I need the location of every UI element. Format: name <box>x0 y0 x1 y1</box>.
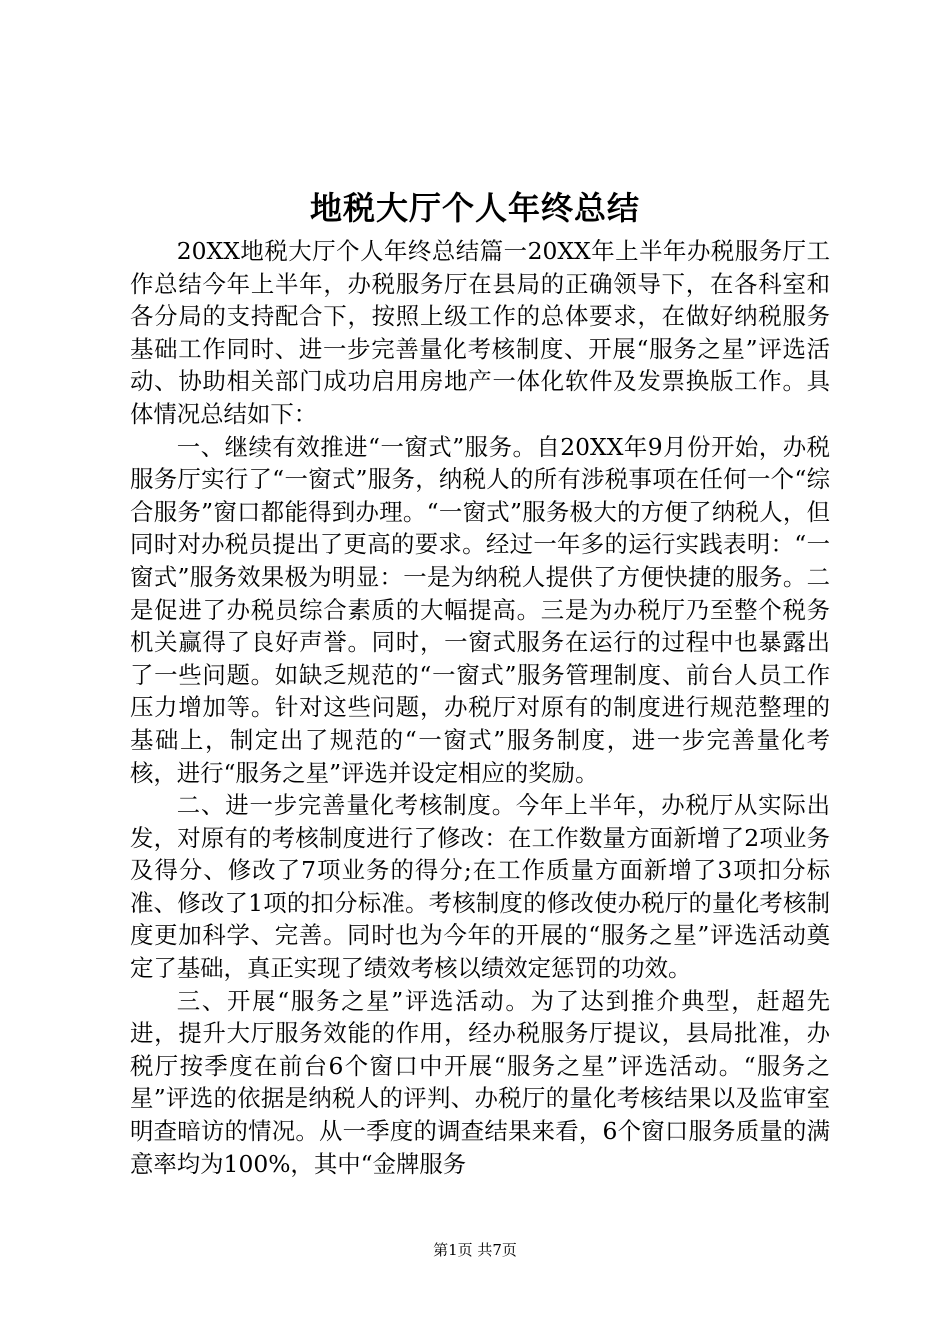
paragraph-section-2: 二、进一步完善量化考核制度。今年上半年，办税厅从实际出发，对原有的考核制度进行了修改：在工作数量方面新增了2项业务及得分、修改了7项业务的得分;在工作质量方面新增了3项扣分标准、修改了1项的扣分标准。考核制度的修改使办税厅的量化考核制度更加科学、完善。同时也为今年的开展的“服务之星”评选活动奠定了基础，真正实现了绩效考核以绩效定惩罚的功效。 <box>130 791 830 983</box>
document-body <box>130 235 830 1180</box>
document-title: 地税大厅个人年终总结 <box>309 189 640 227</box>
paragraph-intro: 20XX地税大厅个人年终总结篇一20XX年上半年办税服务厅工作总结今年上半年，办税服务厅在县局的正确领导下，在各科室和各分局的支持配合下，按照上级工作的总体要求，在做好纳税服务基础工作同时、进一步完善量化考核制度、开展“服务之星”评选活动、协助相关部门成功启用房地产一体化软件及发票换版工作。具体情况总结如下： <box>130 237 830 428</box>
page-number-footer: 第1页 共7页 <box>433 1241 517 1259</box>
paragraph-section-3: 三、开展“服务之星”评选活动。为了达到推介典型，赶超先进，提升大厅服务效能的作用，经办税服务厅提议，县局批准，办税厅按季度在前台6个窗口中开展“服务之星”评选活动。“服务之星”评选的依据是纳税人的评判、办税厅的量化考核结果以及监审室明查暗访的情况。从一季度的调查结果来看，6个窗口服务质量的满意率均为100%，其中“金牌服务 <box>130 986 830 1178</box>
paragraph-section-1: 一、继续有效推进“一窗式”服务。自20XX年9月份开始，办税服务厅实行了“一窗式”服务，纳税人的所有涉税事项在任何一个“综合服务”窗口都能得到办理。“一窗式”服务极大的方便了纳税人，但同时对办税员提出了更高的要求。经过一年多的运行实践表明：“一窗式”服务效果极为明显：一是为纳税人提供了方便快捷的服务。二是促进了办税员综合素质的大幅提高。三是为办税厅乃至整个税务机关赢得了良好声誉。同时，一窗式服务在运行的过程中也暴露出了一些问题。如缺乏规范的“一窗式”服务管理制度、前台人员工作压力增加等。针对这些问题，办税厅对原有的制度进行规范整理的基础上，制定出了规范的“一窗式”服务制度，进一步完善量化考核，进行“服务之星”评选并设定相应的奖励。 <box>130 432 830 787</box>
